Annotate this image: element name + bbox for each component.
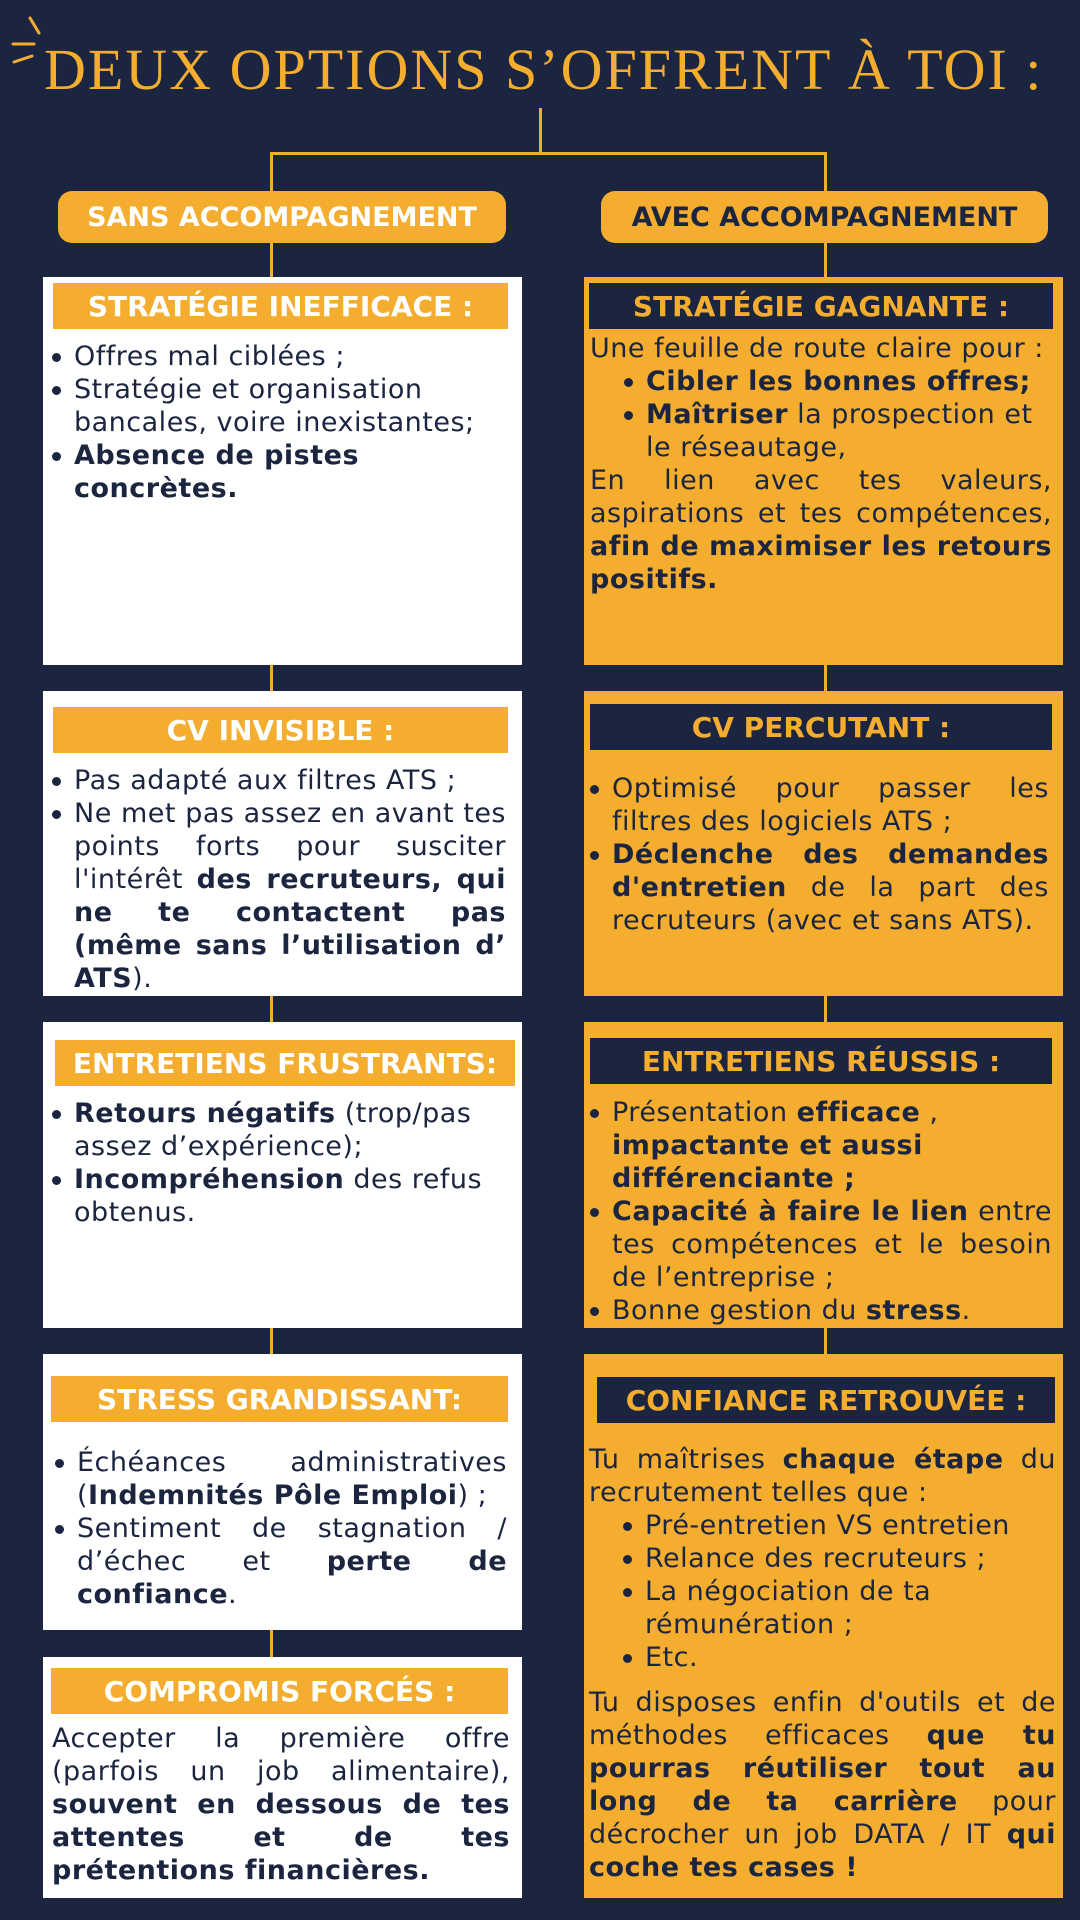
paragraph: Tu disposes enfin d'outils et de méthodes efficaces que tu pourras réutiliser tout au long de ta carrière pour décrocher un job DATA / IT qui coche tes cases ! xyxy=(589,1687,1056,1883)
connector-left-top xyxy=(270,152,273,194)
sans-accompagnement-label: SANS ACCOMPAGNEMENT xyxy=(58,191,506,243)
card-body xyxy=(46,1097,518,1229)
card-header: CV PERCUTANT : xyxy=(590,704,1052,750)
card-body xyxy=(584,772,1049,937)
card-header: STRESS GRANDISSANT: xyxy=(51,1376,508,1422)
list-item: Ne met pas assez en avant tes points forts pour susciter l'intérêt des recruteurs, qui ne te contactent pas (même sans l’utilisation d’ ATS). xyxy=(46,797,506,995)
card-header: ENTRETIENS RÉUSSIS : xyxy=(590,1038,1052,1084)
list-item: Absence de pistes concrètes. xyxy=(46,439,516,505)
list-item: Cibler les bonnes offres; xyxy=(590,365,1052,398)
list-item: Échéances administratives (Indemnités Pôle Emploi) ; xyxy=(49,1446,507,1512)
list-item: Retours négatifs (trop/pas assez d’expérience); xyxy=(46,1097,518,1163)
list-item: Bonne gestion du stress. xyxy=(584,1294,1052,1327)
card-body xyxy=(46,764,506,995)
avec-accompagnement-label: AVEC ACCOMPAGNEMENT xyxy=(601,191,1048,243)
card-header: STRATÉGIE INEFFICACE : xyxy=(53,283,508,329)
paragraph: Une feuille de route claire pour : xyxy=(590,333,1044,364)
card-header: STRATÉGIE GAGNANTE : xyxy=(589,283,1053,329)
list-item: Offres mal ciblées ; xyxy=(46,340,516,373)
list-item: Relance des recruteurs ; xyxy=(589,1542,1056,1575)
paragraph: Tu maîtrises chaque étape du recrutement telles que : xyxy=(589,1444,1056,1508)
list-item: Capacité à faire le lien entre tes compétences et le besoin de l’entreprise ; xyxy=(584,1195,1052,1294)
list-item: Déclenche des demandes d'entretien de la part des recruteurs (avec et sans ATS). xyxy=(584,838,1049,937)
connector-horizontal xyxy=(270,152,827,155)
list-item: Maîtriser la prospection et le réseautage, xyxy=(590,398,1052,464)
paragraph: En lien avec tes valeurs, aspirations et tes compétences, afin de maximiser les retours positifs. xyxy=(590,465,1052,595)
card-body xyxy=(589,1443,1056,1884)
card-header: ENTRETIENS FRUSTRANTS: xyxy=(55,1040,515,1086)
connector-right-top xyxy=(824,152,827,194)
list-item: Incompréhension des refus obtenus. xyxy=(46,1163,518,1229)
card-header: CONFIANCE RETROUVÉE : xyxy=(597,1377,1055,1423)
card-header: CV INVISIBLE : xyxy=(53,707,508,753)
card-body xyxy=(590,332,1052,596)
card-body xyxy=(52,1722,510,1887)
list-item: Stratégie et organisation bancales, voire inexistantes; xyxy=(46,373,516,439)
list-item: Présentation efficace , impactante et aussi différenciante ; xyxy=(584,1096,1052,1195)
list-item: Pré-entretien VS entretien xyxy=(589,1509,1056,1542)
paragraph: Accepter la première offre (parfois un job alimentaire), souvent en dessous de tes attentes et de tes prétentions financières. xyxy=(52,1723,510,1886)
connector-vertical-top xyxy=(539,108,542,154)
list-item: Optimisé pour passer les filtres des logiciels ATS ; xyxy=(584,772,1049,838)
card-body xyxy=(46,340,516,505)
card-header: COMPROMIS FORCÉS : xyxy=(51,1668,508,1714)
card-body xyxy=(49,1446,507,1611)
list-item: Pas adapté aux filtres ATS ; xyxy=(46,764,506,797)
list-item: La négociation de ta rémunération ; xyxy=(589,1575,1056,1641)
list-item: Etc. xyxy=(589,1641,1056,1674)
page-title: DEUX OPTIONS S’OFFRENT À TOI : xyxy=(44,37,1044,102)
list-item: Sentiment de stagnation / d’échec et perte de confiance. xyxy=(49,1512,507,1611)
card-body xyxy=(584,1096,1052,1327)
